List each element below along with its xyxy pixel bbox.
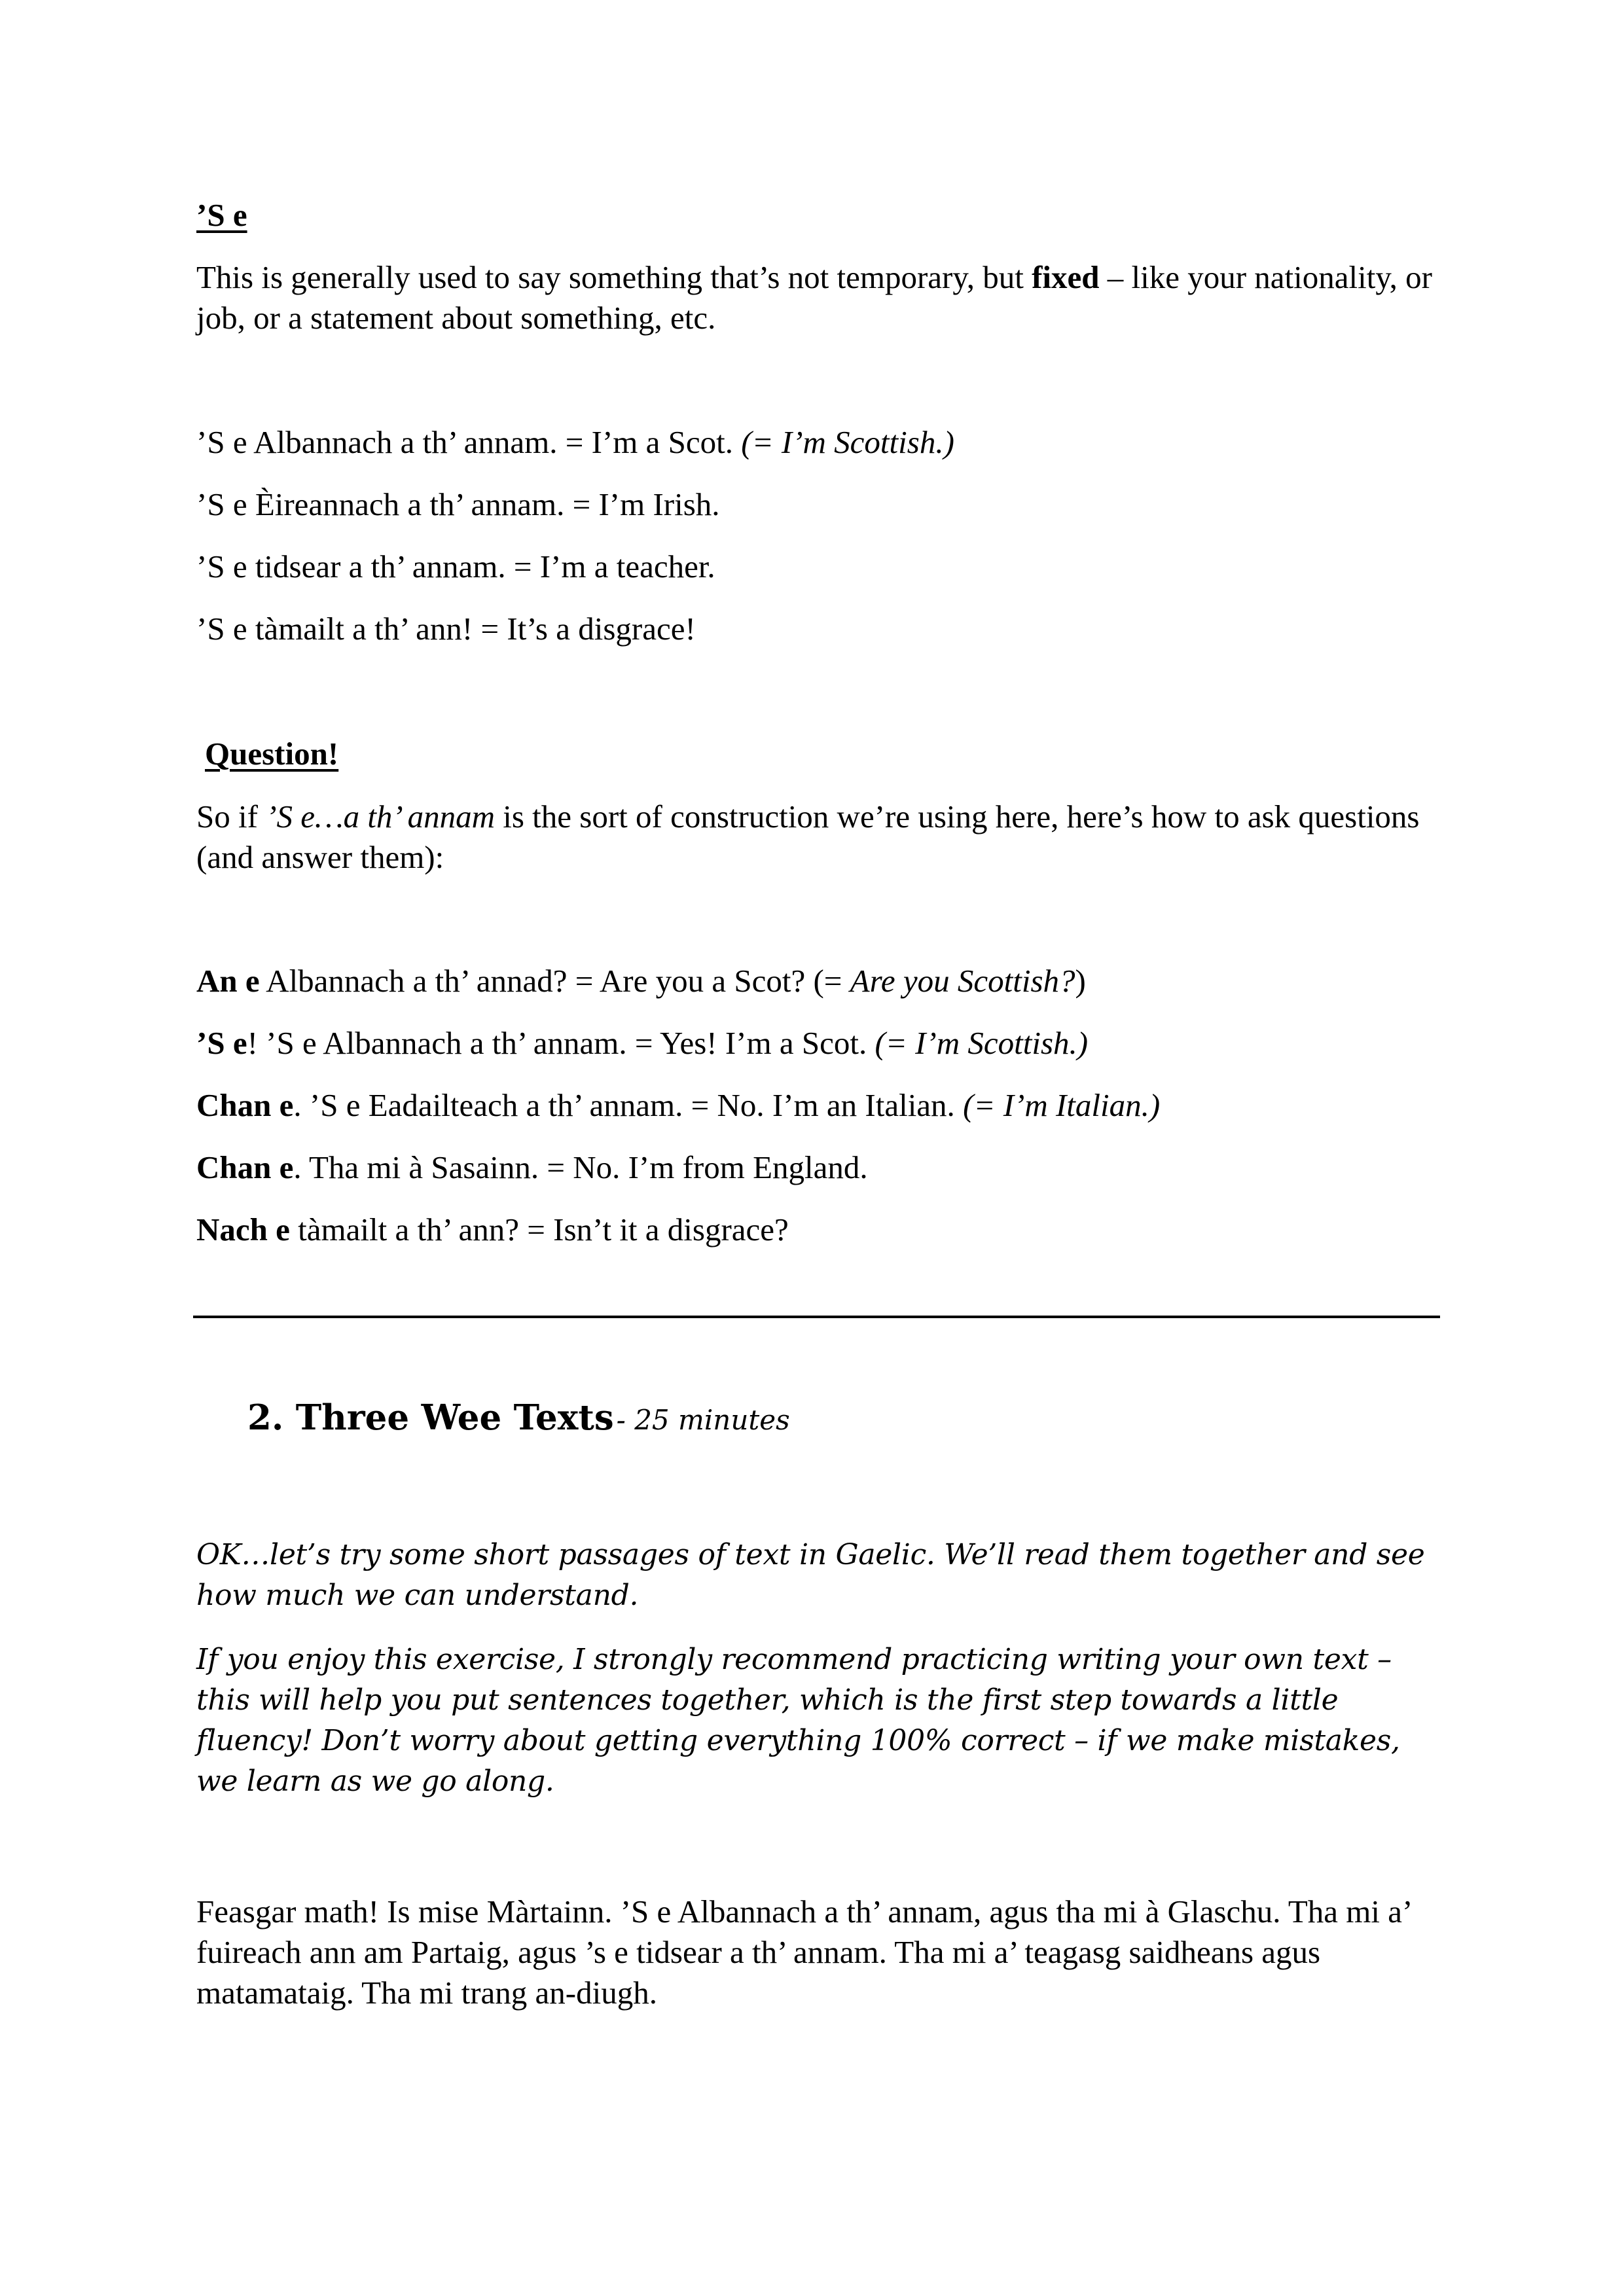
section-2-title: 2. Three Wee Texts (247, 1397, 614, 1438)
section-2-heading (247, 1397, 790, 1438)
question-line-1: An e Albannach a th’ annad? = Are you a Scot? (= Are you Scottish?) (196, 963, 1086, 999)
se-example-2: ’S e Èireannach a th’ annam. = I’m Irish. (196, 486, 720, 522)
section-2-duration: - 25 minutes (616, 1404, 790, 1436)
question-intro: So if ’S e…a th’ annam is the sort of construction we’re using here, here’s how to ask questions (and answer them): (196, 798, 1428, 875)
se-example-4: ’S e tàmailt a th’ ann! = It’s a disgrace! (196, 611, 696, 647)
gaelic-text-1: Feasgar math! Is mise Màrtainn. ’S e Albannach a th’ annam, agus tha mi à Glaschu. Tha mi a’ fuireach ann am Partaig, agus ’s e tidsear a th’ annam. Tha mi a’ teagasg saidheans agus matamataig. Tha mi trang an-diugh. (196, 1893, 1418, 2011)
se-example-1: ’S e Albannach a th’ annam. = I’m a Scot. (= I’m Scottish.) (196, 424, 954, 460)
se-heading: ’S e (196, 197, 247, 233)
section-2-intro-1: OK…let’s try some short passages of text in Gaelic. We’ll read them together and see how much we can understand. (196, 1538, 1434, 1612)
se-description (196, 257, 1440, 338)
question-line-5: Nach e tàmailt a th’ ann? = Isn’t it a disgrace? (196, 1211, 789, 1247)
question-line-3: Chan e. ’S e Eadailteach a th’ annam. = No. I’m an Italian. (= I’m Italian.) (196, 1087, 1161, 1123)
se-example-3: ’S e tidsear a th’ annam. = I’m a teacher. (196, 548, 715, 584)
section-divider (193, 1316, 1440, 1318)
question-line-2: ’S e! ’S e Albannach a th’ annam. = Yes! I’m a Scot. (= I’m Scottish.) (196, 1025, 1089, 1061)
se-description-part-1: This is generally used to say something that’s not temporary, but (196, 259, 1032, 295)
section-2-intro-2: If you enjoy this exercise, I strongly recommend practicing writing your own text – this will help you put sentences together, which is the first step towards a little fluency! Don’t worry about getting everything 100% correct – if we make mistakes, we learn as we go along. (196, 1643, 1409, 1798)
se-description-part-2: – like your nationality, or job, or a statement about something, etc. (196, 259, 1441, 336)
se-description-bold: fixed (1032, 259, 1100, 295)
question-line-4: Chan e. Tha mi à Sasainn. = No. I’m from England. (196, 1149, 868, 1185)
question-heading: Question! (205, 736, 339, 772)
